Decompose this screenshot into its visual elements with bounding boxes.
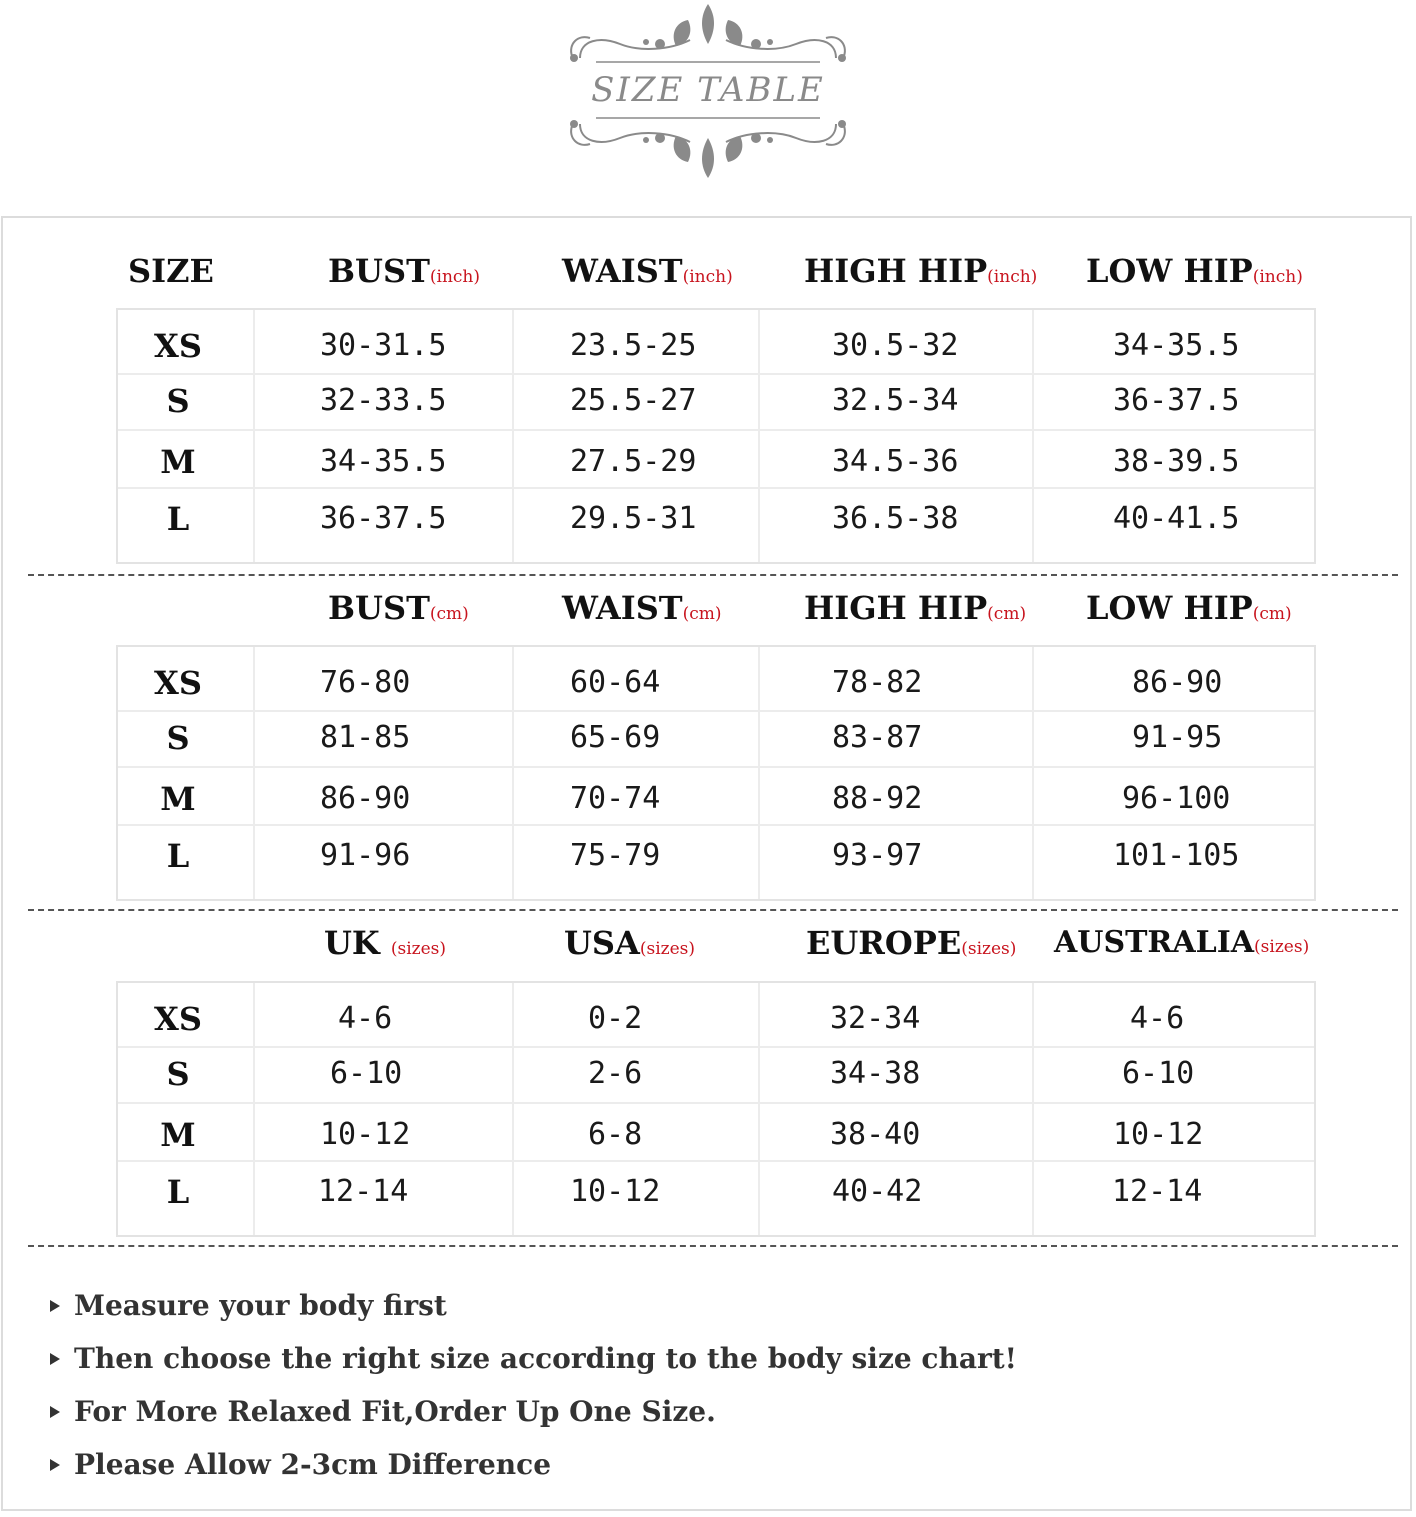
size-label: S <box>166 719 190 757</box>
table-cell: 32.5-34 <box>832 383 959 418</box>
table-cell: 27.5-29 <box>570 444 697 479</box>
size-label: M <box>160 1116 196 1154</box>
table-cell: 10-12 <box>320 1117 411 1152</box>
section-divider <box>28 1245 1398 1247</box>
cm-header-row <box>0 583 1416 633</box>
size-table-header <box>560 0 856 186</box>
table-cell: 38-40 <box>830 1117 921 1152</box>
cm-col-header-waist: WAIST(cm) <box>562 589 722 627</box>
size-column-header: SIZE <box>128 252 214 290</box>
table-cell: 70-74 <box>570 781 661 816</box>
triangle-bullet-icon <box>50 1406 60 1418</box>
table-cell: 12-14 <box>318 1174 409 1209</box>
section-divider <box>28 909 1398 911</box>
table-cell: 65-69 <box>570 720 661 755</box>
table-cell: 78-82 <box>832 665 923 700</box>
table-cell: 30-31.5 <box>320 328 447 363</box>
table-cell: 6-8 <box>588 1117 643 1152</box>
size-label: XS <box>154 327 202 365</box>
size-label: XS <box>154 664 202 702</box>
size-label: M <box>160 443 196 481</box>
size-label: XS <box>154 1000 202 1038</box>
triangle-bullet-icon <box>50 1459 60 1471</box>
inch-col-header-low-hip: LOW HIP(inch) <box>1086 252 1303 290</box>
table-cell: 4-6 <box>338 1001 393 1036</box>
table-cell: 12-14 <box>1112 1174 1203 1209</box>
cm-col-header-low-hip: LOW HIP(cm) <box>1086 589 1292 627</box>
cm-col-header-bust: BUST(cm) <box>328 589 469 627</box>
table-cell: 86-90 <box>320 781 411 816</box>
table-cell: 32-33.5 <box>320 383 447 418</box>
table-cell: 76-80 <box>320 665 411 700</box>
intl-size-table <box>116 981 1316 1237</box>
intl-col-header-uk: UK (sizes) <box>324 924 447 962</box>
table-cell: 75-79 <box>570 838 661 873</box>
table-cell: 0-2 <box>588 1001 643 1036</box>
inch-col-header-high-hip: HIGH HIP(inch) <box>804 252 1038 290</box>
note-item: Measure your body first <box>50 1286 447 1326</box>
table-cell: 36-37.5 <box>1113 383 1240 418</box>
table-cell: 10-12 <box>570 1174 661 1209</box>
table-cell: 4-6 <box>1130 1001 1185 1036</box>
size-table-title: SIZE TABLE <box>591 70 825 110</box>
table-cell: 23.5-25 <box>570 328 697 363</box>
note-item: Then choose the right size according to the body size chart! <box>50 1339 1017 1379</box>
table-cell: 101-105 <box>1113 838 1240 873</box>
table-cell: 34.5-36 <box>832 444 959 479</box>
intl-col-header-australia: AUSTRALIA(sizes) <box>1054 925 1310 960</box>
table-cell: 29.5-31 <box>570 501 697 536</box>
table-cell: 36.5-38 <box>832 501 959 536</box>
table-cell: 36-37.5 <box>320 501 447 536</box>
size-label: L <box>166 500 190 538</box>
note-item: For More Relaxed Fit,Order Up One Size. <box>50 1392 716 1432</box>
cm-col-header-high-hip: HIGH HIP(cm) <box>804 589 1027 627</box>
table-cell: 6-10 <box>330 1056 403 1091</box>
table-cell: 81-85 <box>320 720 411 755</box>
intl-col-header-usa: USA(sizes) <box>564 924 696 962</box>
table-cell: 40-42 <box>832 1174 923 1209</box>
table-cell: 6-10 <box>1122 1056 1195 1091</box>
size-label: L <box>166 1173 190 1211</box>
table-cell: 38-39.5 <box>1113 444 1240 479</box>
cm-size-table <box>116 645 1316 901</box>
section-divider <box>28 574 1398 576</box>
size-label: M <box>160 780 196 818</box>
table-cell: 96-100 <box>1122 781 1231 816</box>
table-cell: 40-41.5 <box>1113 501 1240 536</box>
table-cell: 86-90 <box>1132 665 1223 700</box>
table-cell: 34-35.5 <box>320 444 447 479</box>
table-cell: 32-34 <box>830 1001 921 1036</box>
intl-col-header-europe: EUROPE(sizes) <box>806 924 1017 962</box>
inch-col-header-bust: BUST(inch) <box>328 252 480 290</box>
size-label: S <box>166 1055 190 1093</box>
table-cell: 25.5-27 <box>570 383 697 418</box>
size-label: S <box>166 382 190 420</box>
table-cell: 93-97 <box>832 838 923 873</box>
inch-col-header-waist: WAIST(inch) <box>562 252 733 290</box>
table-cell: 2-6 <box>588 1056 643 1091</box>
note-item: Please Allow 2-3cm Difference <box>50 1445 551 1485</box>
inch-size-table <box>116 308 1316 564</box>
table-cell: 60-64 <box>570 665 661 700</box>
triangle-bullet-icon <box>50 1300 60 1312</box>
table-cell: 83-87 <box>832 720 923 755</box>
inch-header-row <box>0 246 1416 296</box>
intl-header-row <box>0 918 1416 968</box>
table-cell: 88-92 <box>832 781 923 816</box>
table-cell: 10-12 <box>1113 1117 1204 1152</box>
table-cell: 91-96 <box>320 838 411 873</box>
table-cell: 34-38 <box>830 1056 921 1091</box>
size-label: L <box>166 837 190 875</box>
triangle-bullet-icon <box>50 1353 60 1365</box>
table-cell: 30.5-32 <box>832 328 959 363</box>
table-cell: 91-95 <box>1132 720 1223 755</box>
table-cell: 34-35.5 <box>1113 328 1240 363</box>
